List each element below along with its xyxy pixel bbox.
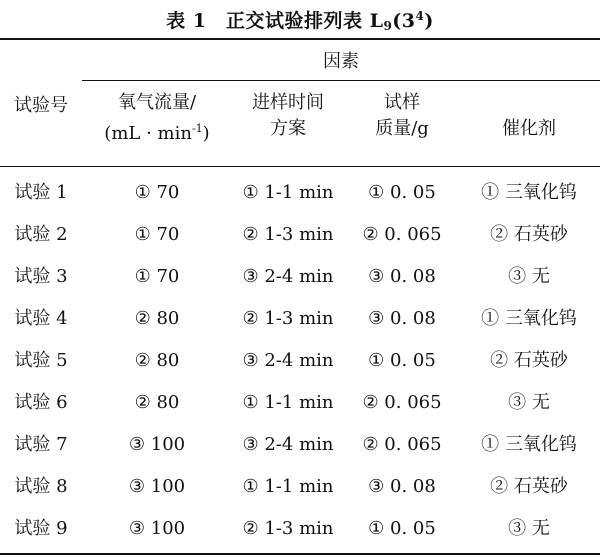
cell-mass: ② 0. 065 [362, 434, 442, 455]
header-factors: 因素 [323, 51, 359, 72]
cell-trial: 试验 3 [14, 266, 68, 287]
header-oxygen-flow [84, 90, 230, 147]
cell-mass: ② 0. 065 [362, 392, 442, 413]
cell-catalyst: ③ 无 [508, 266, 550, 287]
title-paren-close: ) [424, 10, 434, 32]
header-trial-no: 试验号 [14, 95, 68, 116]
header-rule [0, 166, 600, 167]
cell-time: ② 1-3 min [242, 518, 334, 539]
factor-rule [82, 80, 600, 81]
cell-oxygen: ② 80 [134, 308, 180, 329]
cell-mass: ③ 0. 08 [368, 476, 436, 497]
cell-catalyst: ② 石英砂 [490, 476, 568, 497]
cell-catalyst: ③ 无 [508, 392, 550, 413]
cell-time: ② 1-3 min [242, 224, 334, 245]
cell-time: ② 1-3 min [242, 308, 334, 329]
cell-mass: ② 0. 065 [362, 224, 442, 245]
title-subscript: 9 [383, 19, 393, 33]
header-oxygen-unit: (mL · min [104, 123, 192, 144]
bottom-rule [0, 553, 600, 555]
table-row [0, 340, 600, 382]
header-oxygen-close: ) [202, 123, 210, 144]
header-catalyst: 催化剂 [502, 118, 556, 139]
cell-trial: 试验 1 [14, 182, 68, 203]
cell-trial: 试验 9 [14, 518, 68, 539]
table-row [0, 214, 600, 256]
cell-oxygen: ① 70 [134, 266, 180, 287]
header-injection-line1: 进样时间 [252, 92, 324, 113]
cell-mass: ① 0. 05 [368, 518, 436, 539]
cell-catalyst: ① 三氧化钨 [481, 182, 577, 203]
cell-catalyst: ① 三氧化钨 [481, 308, 577, 329]
title-main: 表 1 正交试验排列表 L [166, 10, 384, 32]
header-oxygen-line2 [84, 116, 230, 147]
top-rule [0, 38, 600, 40]
table-row [0, 466, 600, 508]
table-row [0, 172, 600, 214]
header-sample-line2: 质量/g [375, 118, 429, 139]
cell-mass: ③ 0. 08 [368, 266, 436, 287]
cell-trial: 试验 2 [14, 224, 68, 245]
cell-trial: 试验 7 [14, 434, 68, 455]
cell-oxygen: ③ 100 [128, 518, 186, 539]
table-row [0, 508, 600, 550]
cell-mass: ① 0. 05 [368, 350, 436, 371]
table-row [0, 256, 600, 298]
cell-trial: 试验 4 [14, 308, 68, 329]
cell-time: ① 1-1 min [242, 392, 334, 413]
cell-oxygen: ① 70 [134, 224, 180, 245]
cell-mass: ① 0. 05 [368, 182, 436, 203]
header-oxygen-sup: -1 [191, 122, 203, 135]
cell-time: ① 1-1 min [242, 182, 334, 203]
cell-time: ③ 2-4 min [242, 434, 334, 455]
header-oxygen-line1: 氧气流量/ [117, 92, 197, 113]
cell-oxygen: ① 70 [134, 182, 180, 203]
cell-catalyst: ② 石英砂 [490, 224, 568, 245]
cell-trial: 试验 8 [14, 476, 68, 497]
header-injection-line2: 方案 [270, 118, 306, 139]
cell-catalyst: ③ 无 [508, 518, 550, 539]
cell-trial: 试验 6 [14, 392, 68, 413]
table-row [0, 298, 600, 340]
cell-time: ③ 2-4 min [242, 266, 334, 287]
cell-oxygen: ② 80 [134, 350, 180, 371]
table-row [0, 424, 600, 466]
cell-oxygen: ③ 100 [128, 434, 186, 455]
cell-time: ③ 2-4 min [242, 350, 334, 371]
header-injection-time [228, 90, 348, 142]
title-superscript: 4 [415, 9, 425, 23]
cell-trial: 试验 5 [14, 350, 68, 371]
table-title [0, 6, 600, 33]
cell-time: ① 1-1 min [242, 476, 334, 497]
header-sample-line1: 试样 [384, 92, 420, 113]
title-paren-open: (3 [392, 10, 416, 32]
cell-catalyst: ② 石英砂 [490, 350, 568, 371]
cell-oxygen: ③ 100 [128, 476, 186, 497]
cell-mass: ③ 0. 08 [368, 308, 436, 329]
cell-catalyst: ① 三氧化钨 [481, 434, 577, 455]
table-row [0, 382, 600, 424]
header-sample-mass [352, 90, 452, 142]
cell-oxygen: ② 80 [134, 392, 180, 413]
